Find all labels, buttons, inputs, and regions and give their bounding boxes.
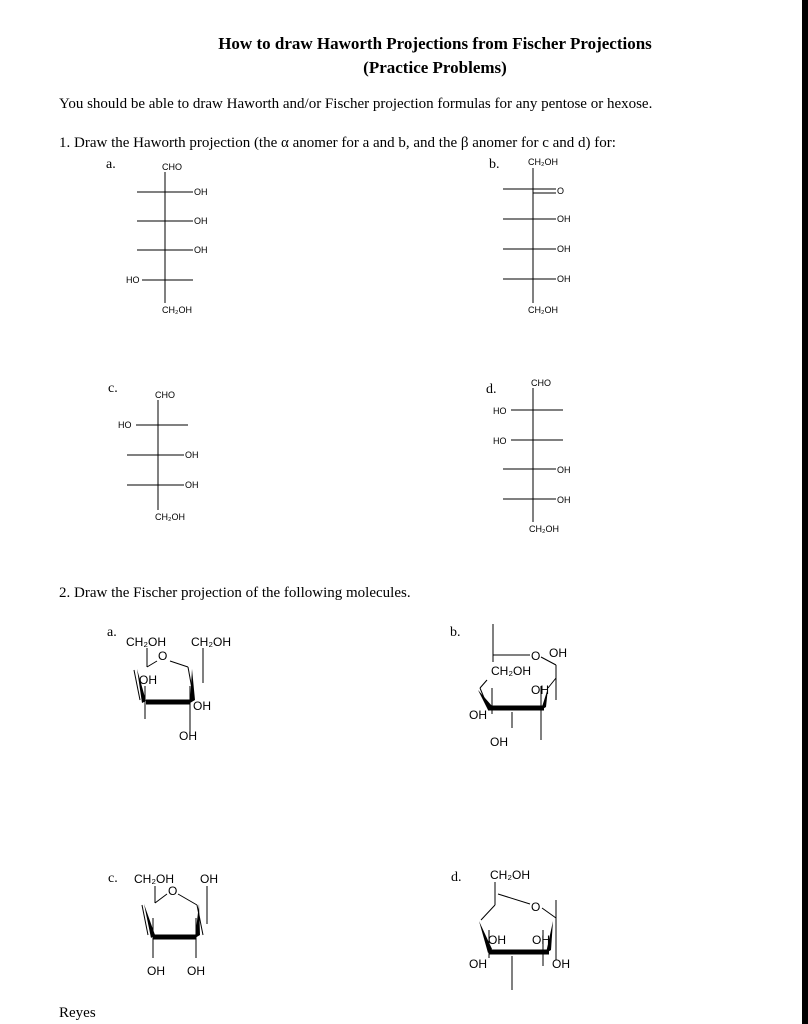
haworth-2d-oh-c2: OH (469, 957, 487, 971)
haworth-2c-oh-b2: OH (187, 964, 205, 978)
fischer-1d-bottom: CH₂OH (529, 524, 559, 534)
page-title: How to draw Haworth Projections from Fischer Projections (218, 34, 652, 53)
haworth-2c-oh-b1: OH (147, 964, 165, 978)
fischer-1d-top: CHO (531, 378, 551, 388)
label-1b: b. (489, 157, 500, 172)
haworth-2a-oh-left: OH (139, 673, 157, 687)
question-1: 1. Draw the Haworth projection (the α anomer for a and b, and the β anomer for c and d) for: (59, 135, 616, 151)
fischer-1c-r3: OH (185, 480, 199, 490)
question-2: 2. Draw the Fischer projection of the following molecules. (59, 585, 411, 601)
fischer-1b-r4: OH (557, 274, 571, 284)
haworth-2d-oh-c1: OH (552, 957, 570, 971)
haworth-2a-ch2oh-right: CH₂OH (191, 635, 231, 649)
fischer-1c-bottom: CH₂OH (155, 512, 185, 522)
haworth-2b-oh-c4: OH (531, 683, 549, 697)
fischer-1a-r1: OH (194, 187, 208, 197)
label-1a: a. (106, 157, 116, 172)
haworth-2a-ring-o: O (158, 649, 168, 663)
haworth-2a-ch2oh-left: CH₂OH (126, 635, 166, 649)
haworth-2b-ring-o: O (531, 649, 541, 663)
fischer-1c-r2: OH (185, 450, 199, 460)
fischer-1b (489, 157, 571, 315)
fischer-1c-l1: HO (118, 420, 132, 430)
label-2c: c. (108, 871, 118, 886)
fischer-1a-r2: OH (194, 216, 208, 226)
haworth-2d-oh-c4-top: OH (532, 933, 550, 947)
fischer-1a-bottom: CH₂OH (162, 305, 192, 315)
fischer-1d-r3: OH (557, 465, 571, 475)
fischer-1d (486, 378, 571, 534)
fischer-1c-top: CHO (155, 390, 175, 400)
fischer-1b-top: CH₂OH (528, 157, 558, 167)
fischer-1b-r2: OH (557, 214, 571, 224)
label-1c: c. (108, 381, 118, 396)
haworth-2d-ch2oh: CH₂OH (490, 868, 530, 882)
fischer-1d-l1: HO (493, 406, 507, 416)
haworth-2b-oh-anomeric: OH (549, 646, 567, 660)
haworth-2d (451, 868, 570, 990)
haworth-2a-oh-bottom: OH (179, 729, 197, 743)
haworth-2b-ch2oh: CH₂OH (491, 664, 531, 678)
page-subtitle: (Practice Problems) (363, 58, 507, 77)
label-2b: b. (450, 625, 461, 640)
fischer-1b-r1: O (557, 186, 565, 196)
label-2d: d. (451, 870, 462, 885)
label-1d: d. (486, 382, 497, 397)
haworth-2c (108, 871, 218, 978)
haworth-2a (107, 625, 231, 743)
haworth-2c-ring-o: O (168, 884, 178, 898)
fischer-1a-r3: OH (194, 245, 208, 255)
haworth-2b-oh-c2: OH (469, 708, 487, 722)
author-footer: Reyes (59, 1005, 96, 1021)
fischer-1a-top: CHO (162, 162, 182, 172)
intro-text: You should be able to draw Haworth and/or Fischer projection formulas for any pentose or hexose. (59, 96, 653, 112)
fischer-1a (106, 157, 208, 315)
fischer-1d-l2: HO (493, 436, 507, 446)
haworth-2d-ring-o: O (531, 900, 541, 914)
fischer-1d-r4: OH (557, 495, 571, 505)
haworth-2d-oh-c3: OH (488, 933, 506, 947)
haworth-2b (450, 624, 567, 749)
fischer-1b-r3: OH (557, 244, 571, 254)
haworth-2b-oh-c3: OH (490, 735, 508, 749)
haworth-2c-oh-top: OH (200, 872, 218, 886)
fischer-1c (108, 381, 199, 522)
haworth-2c-ch2oh: CH₂OH (134, 872, 174, 886)
fischer-1a-l4: HO (126, 275, 140, 285)
haworth-2a-oh-right: OH (193, 699, 211, 713)
fischer-1b-bottom: CH₂OH (528, 305, 558, 315)
label-2a: a. (107, 625, 117, 640)
